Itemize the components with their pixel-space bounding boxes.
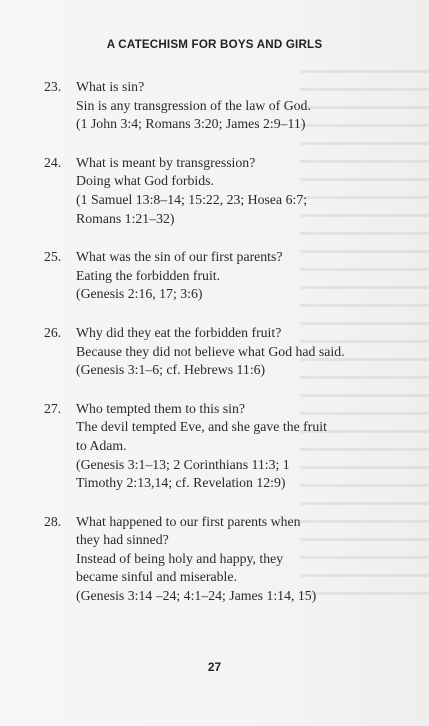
- answer-line: The devil tempted Eve, and she gave the fruit: [76, 419, 327, 435]
- answer-line: Doing what God forbids.: [76, 173, 214, 189]
- answer-line: (1 Samuel 13:8–14; 15:22, 23; Hosea 6:7;: [76, 191, 308, 207]
- answer-line: (1 John 3:4; Romans 3:20; James 2:9–11): [76, 116, 306, 132]
- question-item: [44, 248, 364, 304]
- answer-line: (Genesis 3:1–6; cf. Hebrews 11:6): [76, 362, 266, 378]
- question-item: [44, 154, 364, 228]
- answer-line: Sin is any transgression of the law of God.: [76, 97, 311, 113]
- running-head: A CATECHISM FOR BOYS AND GIRLS: [106, 38, 323, 51]
- question-text: What was the sin of our first parents?: [76, 249, 283, 265]
- answer-line: to Adam.: [76, 437, 127, 453]
- question-text: What is meant by transgression?: [76, 154, 256, 170]
- question-text: Who tempted them to this sin?: [76, 400, 245, 416]
- question-number: 27.: [44, 400, 62, 416]
- question-item: [44, 324, 364, 380]
- question-number: 28.: [44, 513, 62, 529]
- answer-line: Eating the forbidden fruit.: [76, 267, 221, 283]
- answer-line: Because they did not believe what God had said.: [76, 343, 345, 359]
- question-text: Why did they eat the forbidden fruit?: [76, 324, 282, 340]
- question-item: [44, 513, 364, 606]
- answer-line: they had sinned?: [76, 532, 169, 548]
- catechism-question-list: [44, 78, 364, 626]
- question-item: [44, 400, 364, 493]
- answer-line: Timothy 2:13,14; cf. Revelation 12:9): [76, 475, 286, 491]
- question-text: What is sin?: [76, 79, 145, 94]
- answer-line: (Genesis 3:1–13; 2 Corinthians 11:3; 1: [76, 456, 290, 472]
- answer-line: Romans 1:21–32): [76, 210, 175, 226]
- question-number: 23.: [44, 79, 62, 94]
- question-number: 26.: [44, 324, 62, 340]
- page-number: 27: [207, 660, 222, 674]
- answer-line: (Genesis 2:16, 17; 3:6): [76, 286, 203, 302]
- question-number: 25.: [44, 249, 62, 265]
- question-text: What happened to our first parents when: [76, 513, 301, 529]
- question-item: [44, 78, 364, 134]
- answer-line: Instead of being holy and happy, they: [76, 550, 284, 566]
- answer-line: (Genesis 3:14 –24; 4:1–24; James 1:14, 15): [76, 588, 317, 604]
- answer-line: became sinful and miserable.: [76, 569, 237, 585]
- question-number: 24.: [44, 154, 62, 170]
